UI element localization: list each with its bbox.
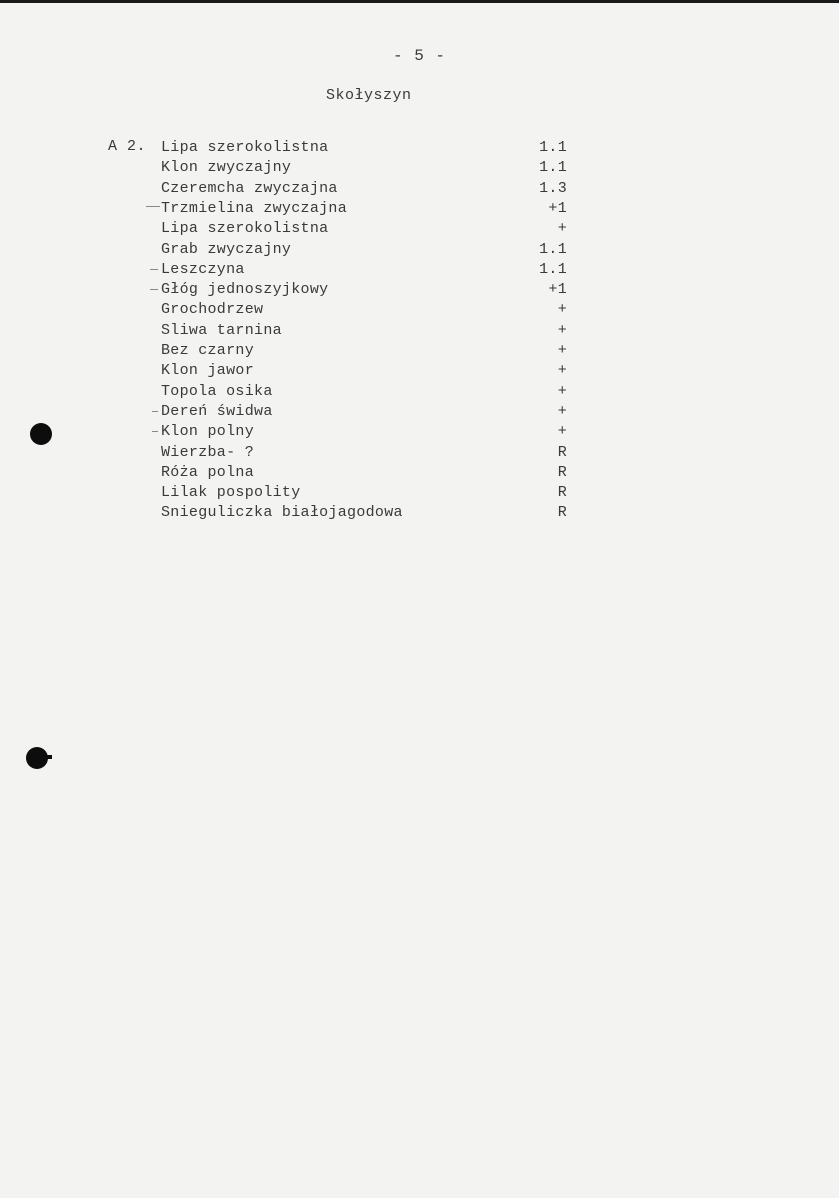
species-value: 1.1 xyxy=(539,159,567,177)
species-row xyxy=(0,158,839,178)
pencil-mark xyxy=(152,431,158,432)
species-value: R xyxy=(557,504,567,522)
species-value: R xyxy=(557,443,567,461)
species-name: Klon zwyczajny xyxy=(161,159,292,177)
species-value: + xyxy=(557,342,567,359)
species-value: R xyxy=(557,484,567,502)
species-name: Sliwa tarnina xyxy=(161,321,282,339)
species-row xyxy=(0,300,839,320)
species-name: Grab zwyczajny xyxy=(161,240,292,258)
species-name: Głóg jednoszyjkowy xyxy=(161,281,329,299)
species-value: +1 xyxy=(548,281,567,299)
species-name: Dereń świdwa xyxy=(161,402,273,420)
species-value: +1 xyxy=(548,199,567,217)
species-name: Lipa szerokolistna xyxy=(161,139,329,156)
species-value: 1.3 xyxy=(539,179,567,197)
species-value: + xyxy=(557,382,567,400)
species-row xyxy=(0,483,839,503)
species-row xyxy=(0,321,839,341)
species-row xyxy=(0,341,839,361)
punch-hole xyxy=(30,423,52,445)
punch-hole xyxy=(26,747,48,769)
species-row xyxy=(0,382,839,402)
species-value: 1.1 xyxy=(539,139,567,156)
species-row xyxy=(0,260,839,280)
location-title: Skołyszyn xyxy=(326,87,412,104)
species-name: Klon jawor xyxy=(161,362,255,380)
species-name: Lilak pospolity xyxy=(161,484,301,502)
pencil-mark xyxy=(152,411,158,412)
species-value: + xyxy=(557,220,567,238)
species-value: + xyxy=(557,301,567,319)
species-value: + xyxy=(557,423,567,441)
species-row xyxy=(0,199,839,219)
species-name: Róża polna xyxy=(161,463,255,481)
species-row xyxy=(0,503,839,523)
species-row xyxy=(0,179,839,199)
pencil-mark xyxy=(150,269,158,270)
species-value: + xyxy=(557,321,567,339)
species-row xyxy=(0,280,839,300)
species-value: R xyxy=(557,463,567,481)
species-value: + xyxy=(557,362,567,380)
species-value: + xyxy=(557,402,567,420)
species-name: Grochodrzew xyxy=(161,301,264,319)
species-value: 1.1 xyxy=(539,260,567,278)
species-name: Bez czarny xyxy=(161,342,255,359)
species-row xyxy=(0,219,839,239)
page-number: - 5 - xyxy=(392,47,446,65)
species-name: Czeremcha zwyczajna xyxy=(161,179,338,197)
species-name: Topola osika xyxy=(161,382,273,400)
species-row xyxy=(0,402,839,422)
species-name: Wierzba- ? xyxy=(161,443,255,461)
species-name: Lipa szerokolistna xyxy=(161,220,329,238)
species-name: Leszczyna xyxy=(161,260,245,278)
species-name: Klon polny xyxy=(161,423,255,441)
species-name: Trzmielina zwyczajna xyxy=(161,199,348,217)
species-name: Snieguliczka białojagodowa xyxy=(161,504,403,522)
species-row xyxy=(0,422,839,442)
species-value: 1.1 xyxy=(539,240,567,258)
species-row xyxy=(0,361,839,381)
species-row xyxy=(0,443,839,463)
pencil-mark xyxy=(146,206,160,207)
species-row xyxy=(0,463,839,483)
species-row xyxy=(0,138,839,158)
plot-code: A 2. xyxy=(108,138,147,155)
pencil-mark xyxy=(150,289,158,290)
species-row xyxy=(0,240,839,260)
